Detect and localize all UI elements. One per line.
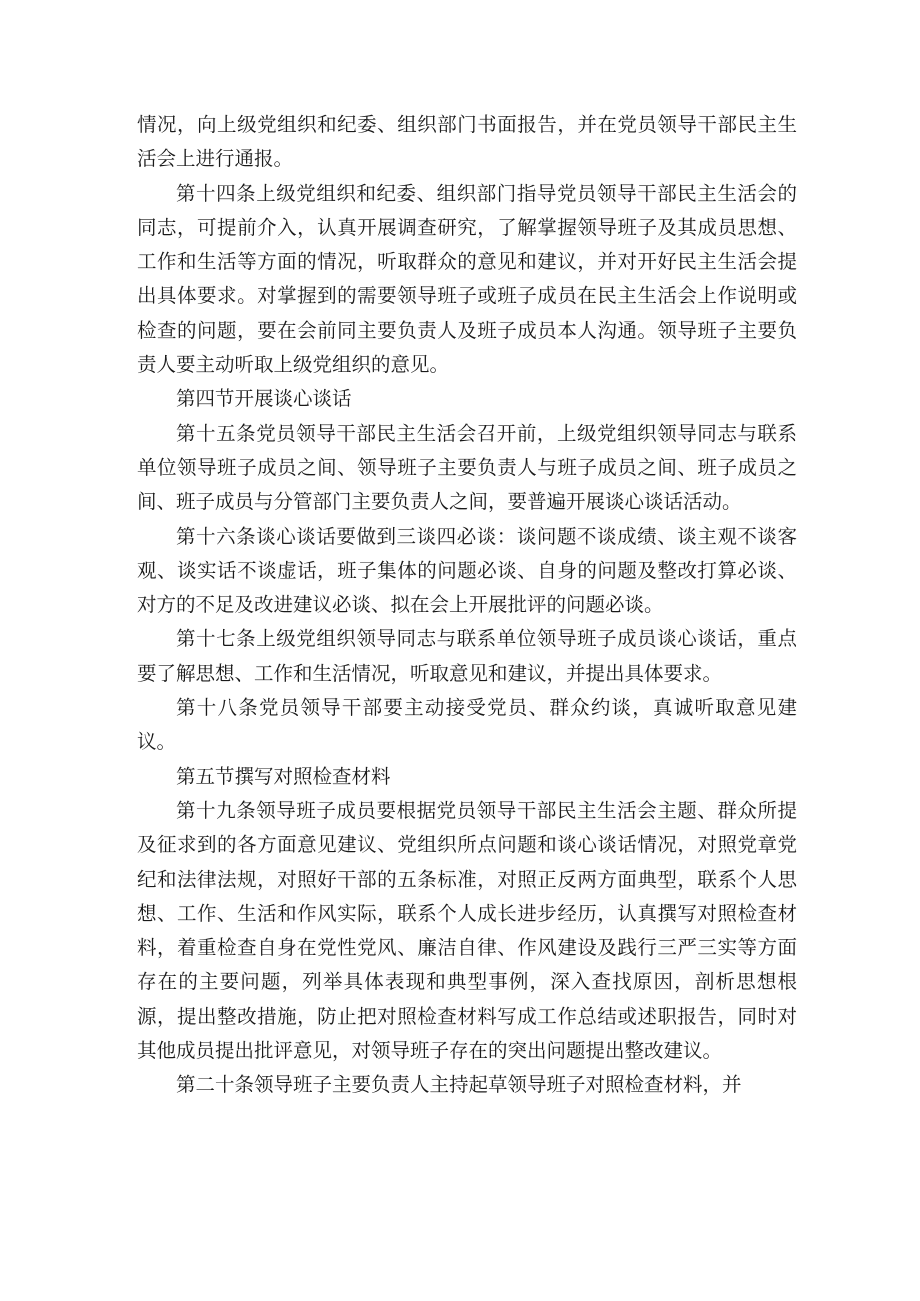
document-page bbox=[137, 108, 797, 1103]
article-18: 第十八条党员领导干部要主动接受党员、群众约谈，真诚听取意见建议。 bbox=[137, 696, 797, 754]
paragraph-continuation: 情况，向上级党组织和纪委、组织部门书面报告，并在党员领导干部民主生活会上进行通报。 bbox=[137, 113, 797, 171]
article-15: 第十五条党员领导干部民主生活会召开前，上级党组织领导同志与联系单位领导班子成员之间、领导班子主要负责人与班子成员之间、班子成员之间、班子成员与分管部门主要负责人之间，要普遍开展谈心谈话活动。 bbox=[137, 421, 797, 514]
article-19: 第十九条领导班子成员要根据党员领导干部民主生活会主题、群众所提及征求到的各方面意见建议、党组织所点问题和谈心谈话情况，对照党章党纪和法律法规，对照好干部的五条标准，对照正反两方面典型，联系个人思想、工作、生活和作风实际，联系个人成长进步经历，认真撰写对照检查材料，着重检查自身在党性党风、廉洁自律、作风建设及践行三严三实等方面存在的主要问题，列举具体表现和典型事例，深入查找原因，剖析思想根源，提出整改措施，防止把对照检查材料写成工作总结或述职报告，同时对其他成员提出批评意见，对领导班子存在的突出问题提出整改建议。 bbox=[137, 798, 797, 1063]
article-14: 第十四条上级党组织和纪委、组织部门指导党员领导干部民主生活会的同志，可提前介入，认真开展调查研究，了解掌握领导班子及其成员思想、工作和生活等方面的情况，听取群众的意见和建议，并对开好民主生活会提出具体要求。对掌握到的需要领导班子或班子成员在民主生活会上作说明或检查的问题，要在会前同主要负责人及班子成员本人沟通。领导班子主要负责人要主动听取上级党组织的意见。 bbox=[137, 181, 797, 377]
section-heading-5: 第五节撰写对照检查材料 bbox=[176, 764, 391, 788]
section-heading-4: 第四节开展谈心谈话 bbox=[176, 387, 352, 411]
article-17: 第十七条上级党组织领导同志与联系单位领导班子成员谈心谈话，重点要了解思想、工作和生活情况，听取意见和建议，并提出具体要求。 bbox=[137, 627, 797, 685]
article-20: 第二十条领导班子主要负责人主持起草领导班子对照检查材料，并 bbox=[176, 1073, 742, 1097]
article-16: 第十六条谈心谈话要做到三谈四必谈：谈问题不谈成绩、谈主观不谈客观、谈实话不谈虚话，班子集体的问题必谈、自身的问题及整改打算必谈、对方的不足及改进建议必谈、拟在会上开展批评的问题必谈。 bbox=[137, 524, 797, 617]
